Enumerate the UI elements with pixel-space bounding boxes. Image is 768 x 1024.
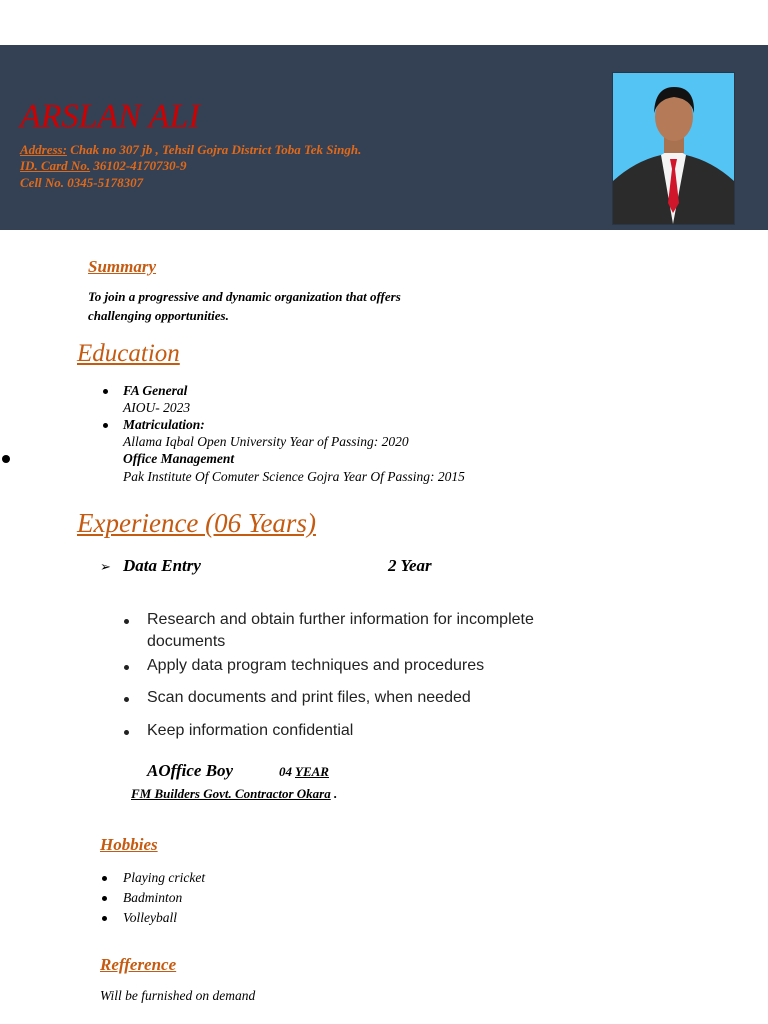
job-duration-data-entry: 2 Year bbox=[388, 556, 432, 575]
experience-heading: Experience (06 Years) bbox=[77, 508, 316, 538]
bullet bbox=[124, 619, 129, 624]
bullet bbox=[124, 730, 129, 735]
bullet bbox=[102, 896, 107, 901]
company-name: FM Builders Govt. Contractor Okara bbox=[131, 786, 331, 801]
duty-3: Scan documents and print files, when needed bbox=[147, 689, 471, 706]
bullet bbox=[124, 697, 129, 702]
arrow-bullet-icon: ➢ bbox=[100, 559, 111, 574]
summary-line-1: To join a progressive and dynamic organization that offers bbox=[88, 289, 401, 304]
address-value: Chak no 307 jb , Tehsil Gojra District Toba Tek Singh. bbox=[66, 142, 362, 157]
bullet bbox=[2, 455, 10, 463]
bullet bbox=[103, 423, 108, 428]
education-title-2: Matriculation: bbox=[123, 417, 205, 432]
bullet bbox=[103, 389, 108, 394]
company-end: . bbox=[330, 786, 338, 801]
duty-2: Apply data program techniques and procedures bbox=[147, 657, 485, 674]
hobby-2: Badminton bbox=[123, 890, 183, 905]
duty-1-cont: documents bbox=[147, 633, 226, 650]
id-card-label: ID. Card No. bbox=[20, 158, 91, 173]
job-duration-number: 04 bbox=[279, 764, 296, 779]
bullet bbox=[102, 876, 107, 881]
address-label: Address: bbox=[20, 142, 67, 157]
education-title-1: FA General bbox=[123, 383, 188, 398]
bullet bbox=[124, 665, 129, 670]
education-heading: Education bbox=[77, 340, 180, 367]
reference-heading: Refference bbox=[100, 955, 177, 974]
job-title-office-boy: AOffice Boy bbox=[147, 761, 234, 780]
company-line bbox=[131, 787, 337, 800]
summary-line-2: challenging opportunities. bbox=[88, 308, 229, 323]
duty-4: Keep information confidential bbox=[147, 722, 354, 739]
education-detail-2: Allama Iqbal Open University Year of Passing: 2020 bbox=[123, 434, 409, 449]
job-duration-office-boy bbox=[279, 765, 329, 778]
hobby-3: Volleyball bbox=[123, 910, 177, 925]
education-title-3: Office Management bbox=[123, 451, 235, 466]
job-title-data-entry: Data Entry bbox=[123, 556, 201, 575]
hobby-1: Playing cricket bbox=[123, 870, 206, 885]
job-duration-unit: YEAR bbox=[295, 764, 329, 779]
summary-heading: Summary bbox=[88, 257, 157, 276]
id-card-line bbox=[20, 159, 187, 172]
reference-text: Will be furnished on demand bbox=[100, 988, 256, 1003]
profile-photo bbox=[612, 72, 735, 225]
address-line bbox=[20, 143, 361, 156]
education-detail-1: AIOU- 2023 bbox=[123, 400, 191, 415]
cell-number: Cell No. 0345-5178307 bbox=[20, 175, 144, 190]
bullet bbox=[102, 916, 107, 921]
id-card-value: 36102-4170730-9 bbox=[90, 158, 187, 173]
duty-1: Research and obtain further information for incomplete bbox=[147, 611, 534, 628]
education-detail-3: Pak Institute Of Comuter Science Gojra Year Of Passing: 2015 bbox=[123, 469, 465, 484]
candidate-name: ARSLAN ALI bbox=[20, 98, 200, 135]
hobbies-heading: Hobbies bbox=[100, 835, 158, 854]
